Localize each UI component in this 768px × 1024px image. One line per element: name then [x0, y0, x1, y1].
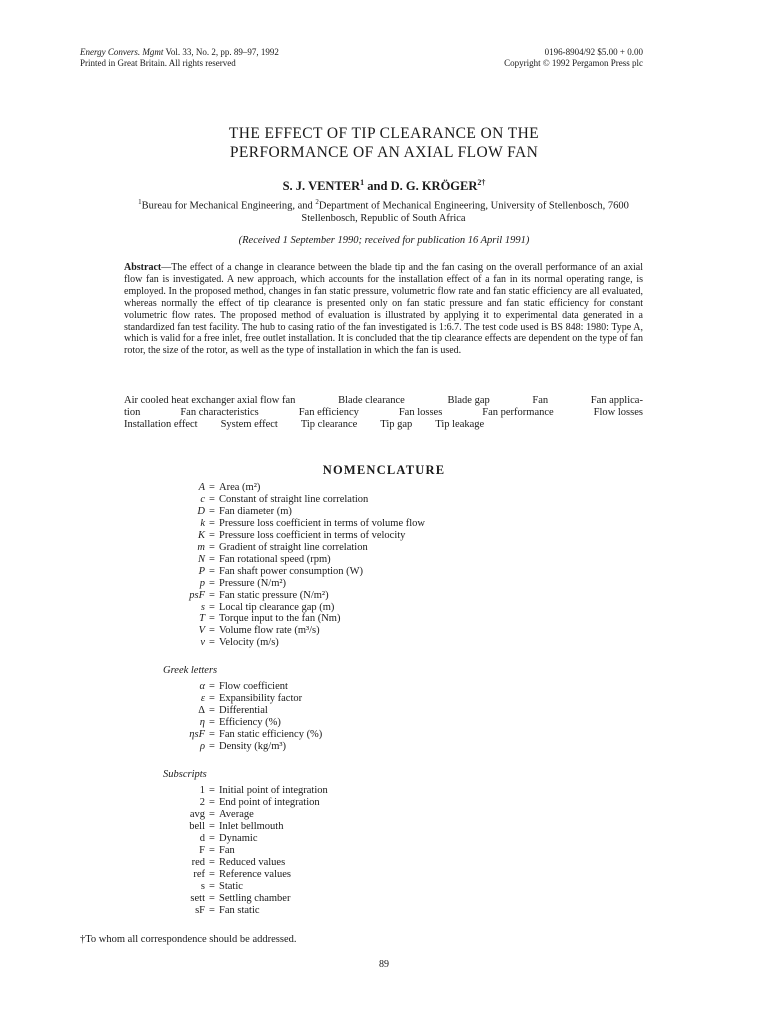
keyword: tion	[124, 407, 141, 418]
keywords-row-2	[124, 407, 643, 419]
symbol: Δ	[198, 704, 205, 716]
author-1-mark: 1	[360, 178, 365, 187]
keyword: Fan applica-	[590, 395, 643, 406]
affiliation-mark-1: 1	[138, 198, 142, 206]
symbol: ηsF	[189, 728, 205, 740]
greek-symbols	[150, 681, 322, 753]
abstract-text: —The effect of a change in clearance between the blade tip and the fan casing on the overall performance of an axial flow fan is investigated. A new approach, which accounts for the installation effect of a fan in its normal operating range, is employed. In the proposed method, changes in fan static pressure, volumetric flow rate and fan static efficiency are all evaluated, whereas normally the effect of tip clearance is presented only on fan static pressure and fan static efficiency for constant volumetric flow rates. The proposed method of evaluation is illustrated by applying it to experimental data generated in a standardized fan test facility. The hub to casing ratio of the fan investigated is 1:6.7. The test code used is BS 848: 1980: Type A, which is valid for a free inlet, free outlet installation. It is concluded that the tip clearance effects are dependent on the type of fan rotor, the size of the rotor, as well as the type of installation in which the fan is used.	[124, 262, 643, 357]
definition: Reduced values	[219, 856, 286, 868]
symbol: A	[198, 482, 205, 493]
symbol: ε	[200, 692, 205, 704]
title-line-1: THE EFFECT OF TIP CLEARANCE ON THE	[228, 125, 540, 142]
subscript-entry: F = Fan	[150, 845, 328, 857]
subscript-entry: 2 = End point of integration	[150, 797, 328, 809]
nomenclature-entry: c = Constant of straight line correlation	[150, 494, 425, 506]
definition: Inlet bellmouth	[219, 820, 284, 832]
symbol: K	[197, 529, 205, 541]
keyword: Installation effect	[124, 419, 198, 430]
subscript-entry: sett = Settling chamber	[150, 893, 328, 905]
definition: Efficiency (%)	[219, 716, 281, 728]
nomenclature-entry: s = Local tip clearance gap (m)	[150, 602, 425, 614]
keywords-row-1	[124, 395, 643, 407]
subscript-entry: d = Dynamic	[150, 833, 328, 845]
definition: Average	[219, 808, 254, 820]
nomenclature-entry: v = Velocity (m/s)	[150, 637, 425, 649]
symbol: V	[198, 625, 205, 637]
definition: Pressure loss coefficient in terms of velocity	[219, 529, 406, 541]
symbol: α	[199, 681, 205, 692]
definition: Volume flow rate (m³/s)	[219, 625, 320, 637]
nomenclature-entry: A = Area (m²)	[150, 482, 425, 494]
journal-header	[80, 47, 279, 69]
abstract	[124, 262, 643, 357]
authors-and: and	[364, 179, 391, 194]
definition: Dynamic	[219, 832, 258, 844]
definition: Reference values	[219, 868, 291, 880]
definition: Fan	[219, 844, 235, 856]
symbol: D	[197, 505, 205, 517]
subscripts-heading: Subscripts	[163, 769, 207, 780]
greek-entry: η = Efficiency (%)	[150, 717, 322, 729]
copyright-header	[504, 47, 643, 69]
greek-entry: Δ = Differential	[150, 705, 322, 717]
symbol: d	[199, 832, 205, 844]
symbol: N	[197, 553, 205, 565]
nomenclature-symbols	[150, 482, 425, 649]
definition: Pressure loss coefficient in terms of volume flow	[219, 517, 425, 529]
definition: Expansibility factor	[219, 692, 303, 704]
definition: Differential	[219, 704, 268, 716]
symbol: s	[200, 601, 205, 613]
subscript-entry: sF = Fan static	[150, 905, 328, 917]
printed-note: Printed in Great Britain. All rights reserved	[80, 58, 236, 68]
nomenclature-entry: p = Pressure (N/m²)	[150, 578, 425, 590]
subscript-entry: ref = Reference values	[150, 869, 328, 881]
issn-price: 0196-8904/92 $5.00 + 0.00	[544, 47, 643, 57]
keyword: Blade clearance	[338, 395, 405, 406]
symbol: c	[200, 493, 205, 505]
keyword: Fan characteristics	[180, 407, 259, 418]
definition: Fan shaft power consumption (W)	[219, 565, 364, 577]
symbol: red	[191, 856, 205, 868]
symbol: sett	[190, 892, 205, 904]
nomenclature-entry: psF = Fan static pressure (N/m²)	[150, 590, 425, 602]
symbol: avg	[189, 808, 205, 820]
symbol: F	[199, 844, 205, 856]
nomenclature-entry: K = Pressure loss coefficient in terms of velocity	[150, 530, 425, 542]
symbol: p	[199, 577, 205, 589]
symbol: 2	[199, 796, 205, 808]
affiliation	[124, 196, 643, 225]
symbol: ρ	[199, 740, 205, 752]
definition: Pressure (N/m²)	[219, 577, 287, 589]
greek-entry: ρ = Density (kg/m³)	[150, 741, 322, 753]
received-dates: (Received 1 September 1990; received for publication 16 April 1991)	[238, 235, 530, 246]
symbol: s	[200, 880, 205, 892]
definition: Velocity (m/s)	[219, 637, 279, 649]
affiliation-mark-2: 2	[315, 198, 319, 206]
definition: Fan static	[219, 904, 260, 916]
definition: Static	[219, 880, 243, 892]
definition: Fan static efficiency (%)	[219, 728, 323, 740]
volume-info: Vol. 33, No. 2, pp. 89–97, 1992	[165, 47, 279, 57]
keyword: Fan performance	[482, 407, 554, 418]
symbol: k	[200, 517, 205, 529]
nomenclature-entry: k = Pressure loss coefficient in terms of volume flow	[150, 518, 425, 530]
keyword: Tip gap	[380, 419, 413, 430]
keyword: Tip clearance	[300, 419, 358, 430]
correspondence-footnote: †To whom all correspondence should be addressed.	[80, 934, 297, 945]
author-2-mark: 2†	[477, 178, 486, 187]
symbol: m	[197, 541, 205, 553]
definition: Constant of straight line correlation	[219, 493, 369, 505]
symbol: psF	[189, 589, 205, 601]
definition: End point of integration	[219, 796, 320, 808]
symbol: ref	[193, 868, 205, 880]
greek-entry: α = Flow coefficient	[150, 681, 322, 693]
subscript-symbols	[150, 785, 328, 916]
keyword: Tip leakage	[435, 419, 485, 430]
keyword: System effect	[220, 419, 278, 430]
symbol: T	[199, 613, 205, 625]
keyword: Blade gap	[447, 395, 490, 406]
paper-title	[0, 124, 768, 162]
definition: Local tip clearance gap (m)	[219, 601, 335, 613]
definition: Gradient of straight line correlation	[219, 541, 368, 553]
subscript-entry: s = Static	[150, 881, 328, 893]
definition: Settling chamber	[219, 892, 291, 904]
definition: Fan static pressure (N/m²)	[219, 589, 329, 601]
symbol: η	[199, 716, 205, 728]
title-line-2: PERFORMANCE OF AN AXIAL FLOW FAN	[229, 144, 539, 161]
symbol: bell	[189, 820, 205, 832]
nomenclature-entry: T = Torque input to the fan (Nm)	[150, 613, 425, 625]
authors	[0, 178, 768, 194]
definition: Density (kg/m³)	[219, 740, 287, 752]
greek-letters-heading: Greek letters	[163, 665, 218, 676]
author-1: S. J. VENTER	[282, 179, 361, 194]
nomenclature-entry: N = Fan rotational speed (rpm)	[150, 554, 425, 566]
definition: Torque input to the fan (Nm)	[219, 613, 341, 625]
keyword: Fan efficiency	[298, 407, 359, 418]
affiliation-text-1: Bureau for Mechanical Engineering, and	[141, 200, 316, 212]
symbol: 1	[199, 785, 205, 796]
author-2: D. G. KRÖGER	[390, 179, 478, 194]
nomenclature-entry: D = Fan diameter (m)	[150, 506, 425, 518]
subscript-entry: 1 = Initial point of integration	[150, 785, 328, 797]
nomenclature-heading: NOMENCLATURE	[322, 463, 446, 477]
definition: Fan diameter (m)	[219, 505, 292, 517]
page-number: 89	[379, 959, 389, 970]
copyright: Copyright © 1992 Pergamon Press plc	[504, 58, 643, 68]
definition: Initial point of integration	[219, 785, 328, 796]
symbol: sF	[195, 904, 205, 916]
nomenclature-entry: P = Fan shaft power consumption (W)	[150, 566, 425, 578]
definition: Flow coefficient	[219, 681, 288, 692]
keyword: Flow losses	[593, 407, 643, 418]
keyword: Fan losses	[398, 407, 443, 418]
symbol: P	[198, 565, 205, 577]
keyword: Air cooled heat exchanger axial flow fan	[124, 395, 296, 406]
definition: Fan rotational speed (rpm)	[219, 553, 331, 565]
keywords	[124, 395, 643, 431]
subscript-entry: avg = Average	[150, 809, 328, 821]
symbol: v	[200, 637, 205, 649]
abstract-label: Abstract	[124, 262, 162, 273]
definition: Area (m²)	[219, 482, 261, 493]
affiliation-text-2: Department of Mechanical Engineering, University of Stellenbosch, 7600 Stellenbosch, Republic of South Africa	[301, 200, 629, 224]
greek-entry: ε = Expansibility factor	[150, 693, 322, 705]
greek-entry: ηsF = Fan static efficiency (%)	[150, 729, 322, 741]
subscript-entry: red = Reduced values	[150, 857, 328, 869]
nomenclature-entry: m = Gradient of straight line correlation	[150, 542, 425, 554]
nomenclature-entry: V = Volume flow rate (m³/s)	[150, 625, 425, 637]
keywords-row-3	[124, 419, 643, 431]
journal-name: Energy Convers. Mgmt	[80, 47, 164, 57]
keyword: Fan	[532, 395, 549, 406]
subscript-entry: bell = Inlet bellmouth	[150, 821, 328, 833]
